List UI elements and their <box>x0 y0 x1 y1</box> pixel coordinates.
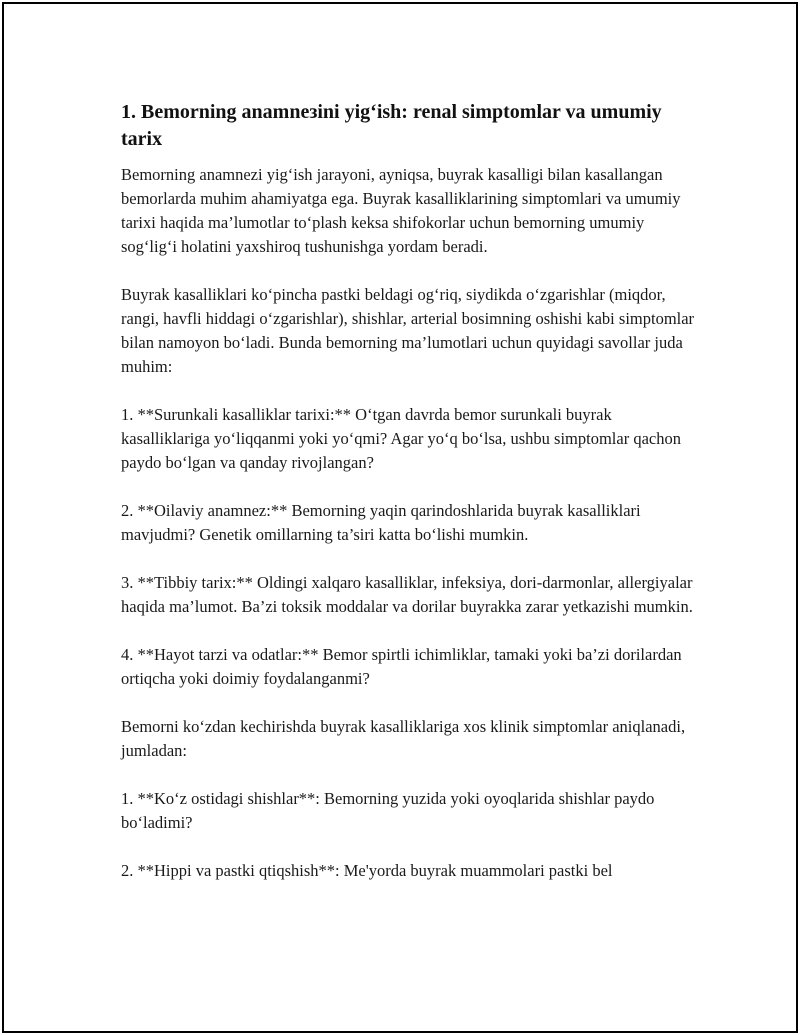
examination-paragraph: Bemorni ko‘zdan kechirishda buyrak kasalliklariga xos klinik simptomlar aniqlanadi, jumladan: <box>121 717 686 760</box>
list-item-lower-back: 2. **Hippi va pastki qtiqshish**: Me'yorda buyrak muammolari pastki bel <box>121 861 613 880</box>
list-item-medical-history: 3. **Tibbiy tarix:** Oldingi xalqaro kasalliklar, infeksiya, dori-darmonlar, allergiyalar haqida ma’lumot. Ba’zi toksik moddalar va dorilar buyrakka zarar yetkazishi mumkin. <box>121 573 693 616</box>
document-title: 1. Bemorning anamneзini yig‘ish: renal simptomlar va umumiy tarix <box>121 101 662 150</box>
list-item-family-history: 2. **Oilaviy anamnez:** Bemorning yaqin qarindoshlarida buyrak kasalliklari mavjudmi? Genetik omillarning ta’siri katta bo‘lishi mumkin. <box>121 501 641 544</box>
intro-paragraph: Bemorning anamnezi yig‘ish jarayoni, ayniqsa, buyrak kasalligi bilan kasallangan bemorlarda muhim ahamiyatga ega. Buyrak kasalliklarining simptomlari va umumiy tarixi haqida ma’lumotlar to‘plash keksa shifokorlar uchun bemorning umumiy sog‘lig‘i holatini yaxshiroq tushunishga yordam beradi. <box>121 165 681 256</box>
list-item-chronic-history: 1. **Surunkali kasalliklar tarixi:** O‘tgan davrda bemor surunkali buyrak kasalliklariga yo‘liqqanmi yoki yo‘qmi? Agar yo‘q bo‘lsa, ushbu simptomlar qachon paydo bo‘lgan va qanday rivojlangan? <box>121 405 681 472</box>
symptoms-paragraph: Buyrak kasalliklari ko‘pincha pastki beldagi og‘riq, siydikda o‘zgarishlar (miqdor, rangi, havfli hiddagi o‘zgarishlar), shishlar, arterial bosimning oshishi kabi simptomlar bilan namoyon bo‘ladi. Bunda bemorning ma’lumotlari uchun quyidagi savollar juda muhim: <box>121 285 695 376</box>
document-body <box>121 99 701 907</box>
list-item-eye-swelling: 1. **Ko‘z ostidagi shishlar**: Bemorning yuzida yoki oyoqlarida shishlar paydo bo‘ladimi? <box>121 789 655 832</box>
page-frame <box>2 2 798 1033</box>
list-item-lifestyle: 4. **Hayot tarzi va odatlar:** Bemor spirtli ichimliklar, tamaki yoki ba’zi dorilardan ortiqcha yoki doimiy foydalanganmi? <box>121 645 682 688</box>
